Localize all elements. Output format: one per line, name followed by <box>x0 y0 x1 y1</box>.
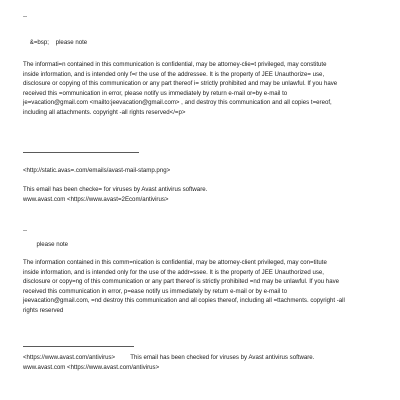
signature-dash: -- <box>23 13 28 20</box>
notice-line: received this =ommunication in error, please notify us immediately by return e-mail or=by e-mail to <box>23 89 288 97</box>
avast-line: This email has been checke= for viruses by Avast antivirus software. <box>23 186 208 193</box>
separator-rule <box>23 346 134 347</box>
greeting-text: please note <box>23 241 69 248</box>
notice-line: disclosure or copy=ng of this communication or any part thereof is strictly prohibited =nd may be unlawful. If you have <box>23 278 340 286</box>
confidentiality-notice <box>23 60 383 118</box>
confidentiality-notice <box>23 258 383 316</box>
notice-line: rights reserved <box>23 306 64 314</box>
notice-line: disclosure or copying of this communication or any part thereof i= strictly prohibited and may be unlawful. If you have <box>23 80 338 88</box>
notice-line: The information contained in this comm=nication is confidential, may be attorney-client privileged, may con=titute <box>23 259 327 266</box>
separator-rule <box>23 152 139 153</box>
avast-notice <box>23 353 383 372</box>
signature-dash: -- <box>23 227 28 234</box>
notice-line: inside information, and is intended only f=r the use of the addressee. It is the property of JEE Unauthorize= use, <box>23 70 325 78</box>
avast-link[interactable]: www.avast.com <https://www.avast.com/antivirus> <box>23 363 160 371</box>
avast-notice <box>23 185 383 204</box>
notice-line: jeevacation@gmail.com, =nd destroy this communication and all copies thereof, including all =ttachments. copyright -all <box>23 297 345 305</box>
avast-line[interactable]: <https://www.avast.com/antivirus> This email has been checked for viruses by Avast antivirus software. <box>23 354 315 361</box>
notice-line: je=vacation@gmail.com <mailto:jeevacation@gmail.com> , and destroy this communication and all copies t=ereof, <box>23 99 332 107</box>
notice-line: The informati=n contained in this communication is confidential, may be attorney-clie=t privileged, may constitute <box>23 61 327 68</box>
avast-link[interactable]: www.avast.com <https://www.avast=2Ecom/antivirus> <box>23 195 169 203</box>
notice-line: received this communication in error, p=ease notify us immediately by return e-mail or by e-mail to <box>23 287 288 295</box>
notice-line: including all attachments. copyright -all rights reserved</=p> <box>23 108 186 116</box>
notice-line: inside information, and is intended only for the use of the addr=ssee. It is the property of JEE Unauthorized use, <box>23 268 324 276</box>
greeting-text: &=bsp; please note <box>23 39 88 46</box>
stamp-link[interactable]: <http://static.avas=.com/emails/avast-mail-stamp.png> <box>23 167 171 174</box>
